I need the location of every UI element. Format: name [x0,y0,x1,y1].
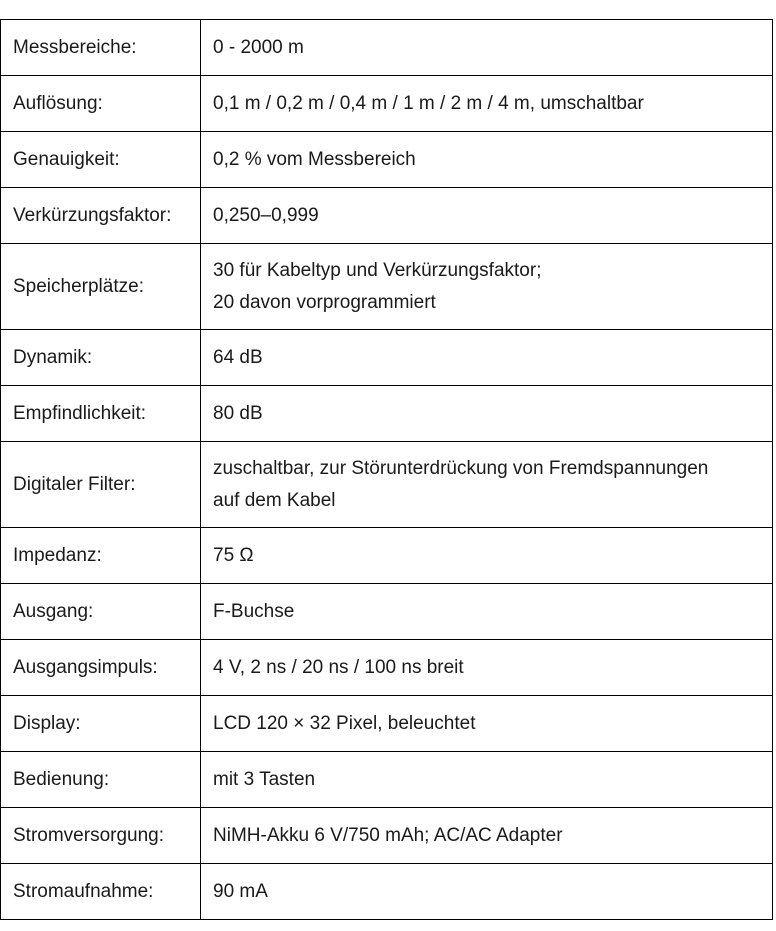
spec-value [201,386,773,442]
spec-label: Ausgang: [1,584,201,640]
spec-value [201,20,773,76]
spec-value [201,640,773,696]
spec-value [201,752,773,808]
spec-label: Impedanz: [1,528,201,584]
spec-label: Stromversorgung: [1,808,201,864]
spec-value [201,76,773,132]
table-row [1,20,773,76]
spec-label: Stromaufnahme: [1,864,201,920]
table-row [1,752,773,808]
spec-value-line: 0,250–0,999 [213,204,319,226]
spec-value [201,188,773,244]
spec-label: Messbereiche: [1,20,201,76]
table-row [1,76,773,132]
spec-value [201,132,773,188]
table-row [1,132,773,188]
spec-value [201,584,773,640]
spec-value-line: 4 V, 2 ns / 20 ns / 100 ns breit [213,656,464,678]
spec-label: Speicherplätze: [1,244,201,330]
spec-value [201,864,773,920]
spec-value-line: 30 für Kabeltyp und Verkürzungsfaktor; [213,259,542,281]
spec-value-line: 75 Ω [213,544,254,566]
spec-value [201,696,773,752]
spec-label: Digitaler Filter: [1,442,201,528]
table-row [1,442,773,528]
spec-value-line: LCD 120 × 32 Pixel, beleuchtet [213,712,476,734]
spec-value [201,330,773,386]
spec-label: Dynamik: [1,330,201,386]
spec-value-line: 0,2 % vom Messbereich [213,148,416,170]
table-row [1,330,773,386]
spec-value [201,808,773,864]
table-row [1,188,773,244]
table-row [1,244,773,330]
spec-value-line: F-Buchse [213,600,295,622]
spec-value-line: 20 davon vorprogrammiert [213,291,436,313]
spec-value [201,528,773,584]
spec-value-line: 80 dB [213,402,263,424]
spec-label: Display: [1,696,201,752]
spec-label: Auflösung: [1,76,201,132]
spec-value-line: mit 3 Tasten [213,768,316,790]
specifications-table [0,19,773,920]
table-row [1,696,773,752]
table-row [1,808,773,864]
table-row [1,864,773,920]
spec-value-line: NiMH-Akku 6 V/750 mAh; AC/AC Adapter [213,824,563,846]
spec-value-line: 64 dB [213,346,263,368]
spec-value-line: 90 mA [213,880,268,902]
spec-label: Empfindlichkeit: [1,386,201,442]
spec-value [201,442,773,528]
table-row [1,640,773,696]
spec-label: Bedienung: [1,752,201,808]
spec-value [201,244,773,330]
spec-value-line: zuschaltbar, zur Störunterdrückung von Fremdspannungen [213,457,709,479]
spec-label: Genauigkeit: [1,132,201,188]
spec-value-line: auf dem Kabel [213,489,336,511]
spec-label: Ausgangsimpuls: [1,640,201,696]
spec-value-line: 0 - 2000 m [213,36,304,58]
table-row [1,528,773,584]
table-row [1,386,773,442]
table-row [1,584,773,640]
spec-label: Verkürzungsfaktor: [1,188,201,244]
spec-value-line: 0,1 m / 0,2 m / 0,4 m / 1 m / 2 m / 4 m, umschaltbar [213,92,644,114]
